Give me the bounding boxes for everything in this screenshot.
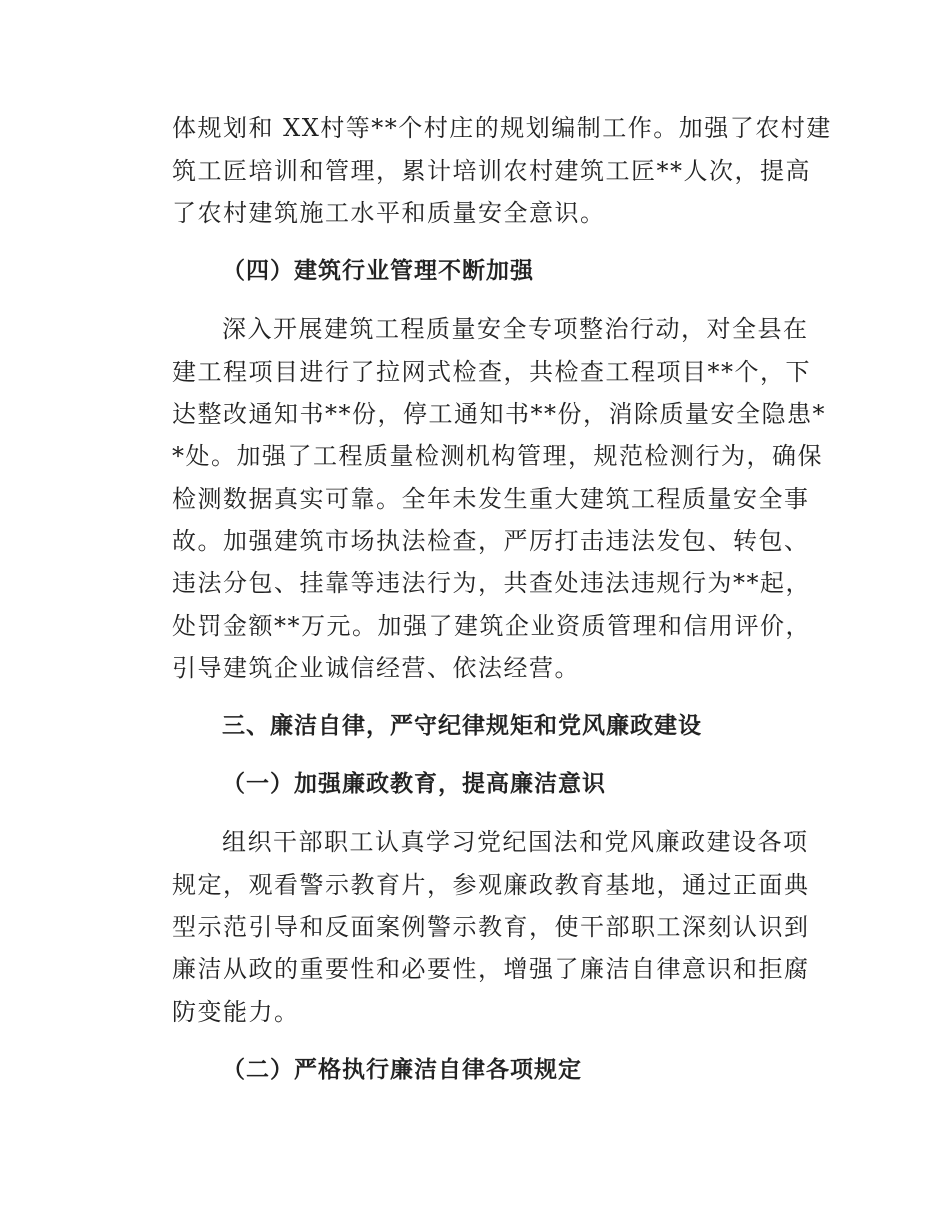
- subsection-heading: （二）严格执行廉洁自律各项规定: [222, 1057, 582, 1083]
- paragraph-line: 检测数据真实可靠。全年未发生重大建筑工程质量安全事: [172, 485, 810, 513]
- paragraph-line: 处罚金额**万元。加强了建筑企业资质管理和信用评价，: [172, 612, 811, 640]
- paragraph-line: 深入开展建筑工程质量安全专项整治行动，对全县在: [222, 315, 809, 343]
- paragraph-line: 防变能力。: [172, 998, 300, 1026]
- paragraph-line: 组织干部职工认真学习党纪国法和党风廉政建设各项: [222, 828, 809, 856]
- paragraph-line: *处。加强了工程质量检测机构管理，规范检测行为，确保: [172, 442, 823, 470]
- subsection-heading: （四）建筑行业管理不断加强: [222, 258, 534, 284]
- paragraph-line: 违法分包、挂靠等违法行为，共查处违法违规行为**起，: [172, 569, 811, 597]
- section-heading: 三、廉洁自律，严守纪律规矩和党风廉政建设: [222, 713, 702, 739]
- paragraph-line: 筑工匠培训和管理，累计培训农村建筑工匠**人次，提高: [172, 157, 811, 185]
- paragraph-line: 型示范引导和反面案例警示教育，使干部职工深刻认识到: [172, 913, 810, 941]
- paragraph-line: 故。加强建筑市场执法检查，严厉打击违法发包、转包、: [172, 527, 810, 555]
- paragraph-line: 了农村建筑施工水平和质量安全意识。: [172, 199, 606, 227]
- paragraph-line: 建工程项目进行了拉网式检查，共检查工程项目**个，下: [172, 358, 811, 386]
- paragraph-line: 廉洁从政的重要性和必要性，增强了廉洁自律意识和拒腐: [172, 955, 810, 983]
- subsection-heading: （一）加强廉政教育，提高廉洁意识: [222, 771, 606, 797]
- paragraph-line: 规定，观看警示教育片，参观廉政教育基地，通过正面典: [172, 871, 810, 899]
- paragraph-line: 引导建筑企业诚信经营、依法经营。: [172, 654, 580, 682]
- paragraph-line: 达整改通知书**份，停工通知书**份，消除质量安全隐患*: [172, 400, 826, 428]
- paragraph-line: 体规划和 XX村等**个村庄的规划编制工作。加强了农村建: [172, 114, 832, 142]
